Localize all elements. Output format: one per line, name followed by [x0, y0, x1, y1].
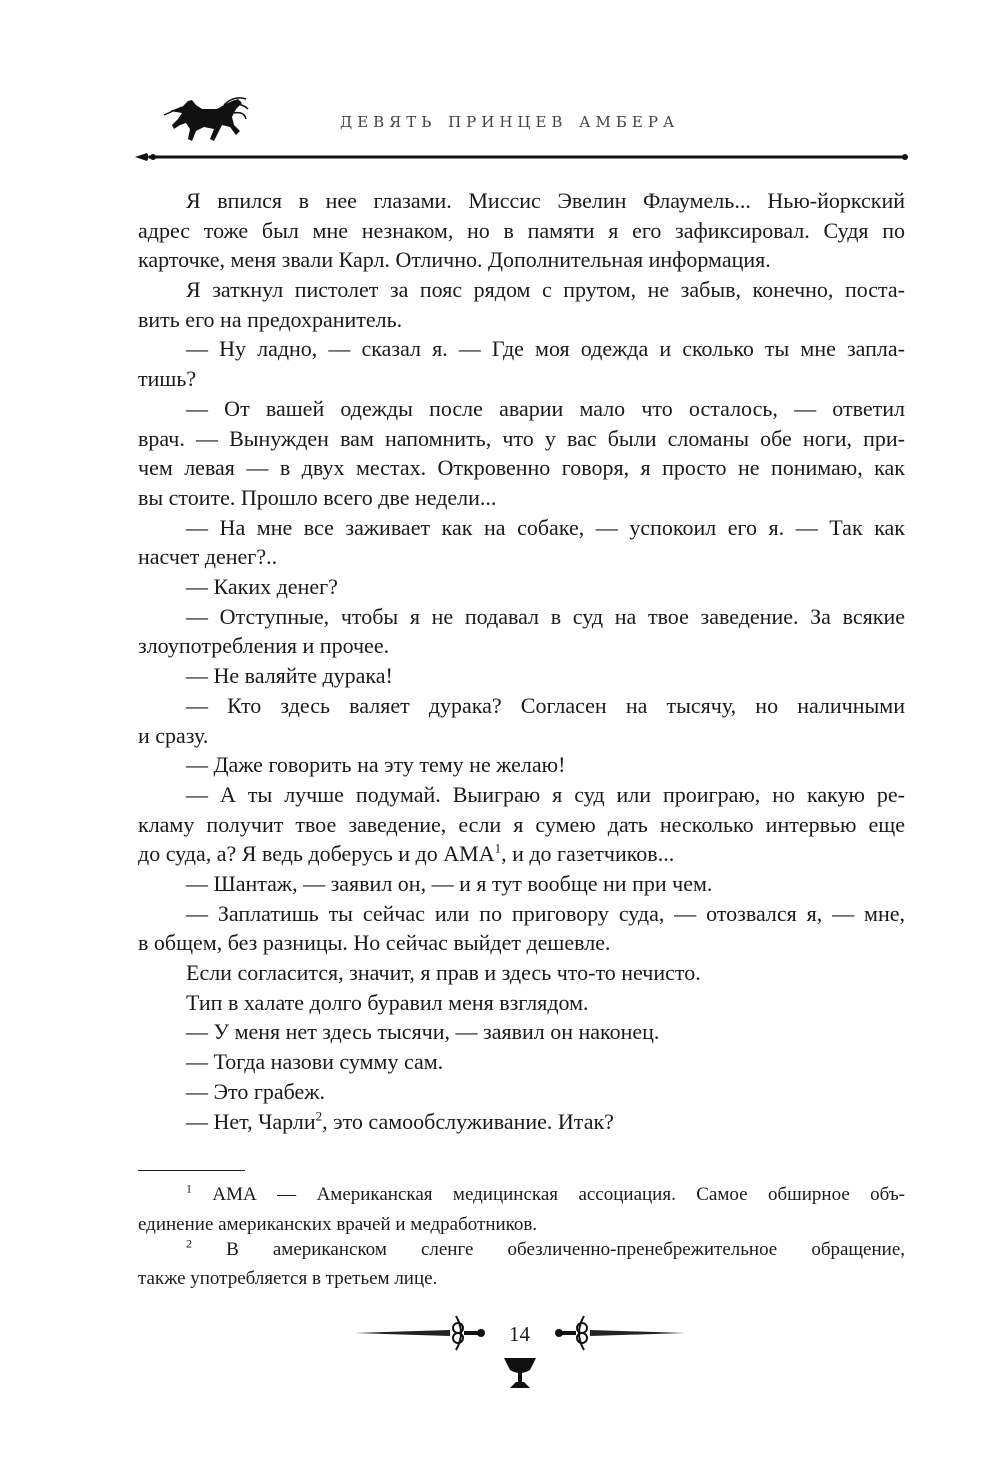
unicorn-icon — [162, 95, 252, 145]
sword-icon — [355, 1316, 485, 1350]
footnote-ref: 2 — [315, 1108, 323, 1124]
text-segment: до суда, а? Я ведь доберусь и до АМА — [138, 841, 495, 867]
main-text — [138, 186, 905, 1136]
text-line: — Заплатишь ты сейчас или по приговору суда, — отозвался я, — мне, — [186, 900, 905, 926]
text-line: — Тогда назови сумму сам. — [186, 1049, 444, 1075]
text-line: и сразу. — [138, 722, 209, 748]
text-line: чем левая — в двух местах. Откровенно говоря, я просто не понимаю, как — [138, 455, 905, 481]
text-line: Если согласится, значит, я прав и здесь что-то нечисто. — [186, 960, 701, 986]
text-line: — Ну ладно, — сказал я. — Где моя одежда и сколько ты мне запла- — [186, 336, 905, 362]
text-line: Я впился в нее глазами. Миссис Эвелин Флаумель... Нью-йоркский — [186, 188, 905, 213]
text-line: — Шантаж, — заявил он, — и я тут вообще ни при чем. — [186, 870, 713, 896]
text-line: кламу получит твое заведение, если я сумею дать несколько интервью еще — [138, 811, 905, 837]
footnote-rule — [138, 1170, 245, 1171]
footnote-text: В американском сленге обезличенно-пренебрежительное обращение, — [226, 1238, 905, 1260]
footnote-text: АМА — Американская медицинская ассоциация. Самое обширное объ- — [212, 1184, 905, 1205]
footnote-line — [138, 1237, 905, 1267]
text-line: — Кто здесь валяет дурака? Согласен на тысячу, но наличными — [186, 692, 905, 718]
text-line: — Даже говорить на эту тему не желаю! — [186, 752, 566, 778]
sword-icon — [555, 1316, 685, 1350]
chalice-icon — [504, 1358, 536, 1388]
text-line — [138, 1107, 905, 1137]
text-line: — Это грабеж. — [186, 1078, 326, 1104]
text-segment: — Нет, Чарли — [186, 1108, 316, 1134]
footnote-text: также употребляется в третьем лице. — [138, 1268, 438, 1290]
text-line: вить его на предохранитель. — [138, 306, 403, 332]
running-header-title: девять принцев амбера — [340, 108, 680, 132]
footnote-line — [138, 1266, 905, 1291]
text-line: вы стоите. Прошло всего две недели... — [138, 484, 497, 510]
header-rule — [135, 150, 910, 164]
text-line: — На мне все заживает как на собаке, — успокоил его я. — Так как — [186, 514, 905, 540]
text-line: адрес тоже был мне незнаком, но в памяти я его зафиксировал. Судя по — [138, 217, 905, 243]
text-line: врач. — Вынужден вам напомнить, что у вас были сломаны обе ноги, при- — [138, 425, 905, 451]
text-line: Я заткнул пистолет за пояс рядом с прутом, не забыв, конечно, поста- — [186, 277, 905, 303]
page-number: 14 — [509, 1322, 530, 1346]
text-line: карточке, меня звали Карл. Отлично. Дополнительная информация. — [138, 247, 771, 273]
text-segment: , это самообслуживание. Итак? — [322, 1108, 614, 1134]
text-line: — От вашей одежды после аварии мало что осталось, — ответил — [186, 395, 905, 421]
text-line: в общем, без разницы. Но сейчас выйдет дешевле. — [138, 930, 611, 956]
text-line: тишь? — [138, 366, 197, 392]
text-line: — Отступные, чтобы я не подавал в суд на твое заведение. За всякие — [186, 603, 905, 629]
text-line: — Каких денег? — [186, 574, 338, 600]
text-line — [138, 839, 905, 869]
footnote-line — [138, 1212, 905, 1237]
text-line: — Не валяйте дурака! — [186, 663, 393, 689]
text-line: насчет денег?.. — [138, 544, 278, 570]
text-line: злоупотребления и прочее. — [138, 633, 390, 659]
text-segment: , и до газетчиков... — [501, 841, 675, 867]
text-line: — У меня нет здесь тысячи, — заявил он наконец. — [186, 1019, 660, 1045]
text-line: — А ты лучше подумай. Выиграю я суд или проиграю, но какую ре- — [186, 781, 905, 807]
footnotes — [138, 1182, 905, 1291]
footnote-mark: 1 — [186, 1182, 192, 1196]
footnote-ref: 1 — [494, 840, 502, 856]
footnote-line — [138, 1182, 905, 1212]
footnote-mark: 2 — [186, 1236, 192, 1251]
text-line: Тип в халате долго буравил меня взглядом. — [186, 989, 589, 1015]
footnote-text: единение американских врачей и медработников. — [138, 1213, 538, 1235]
